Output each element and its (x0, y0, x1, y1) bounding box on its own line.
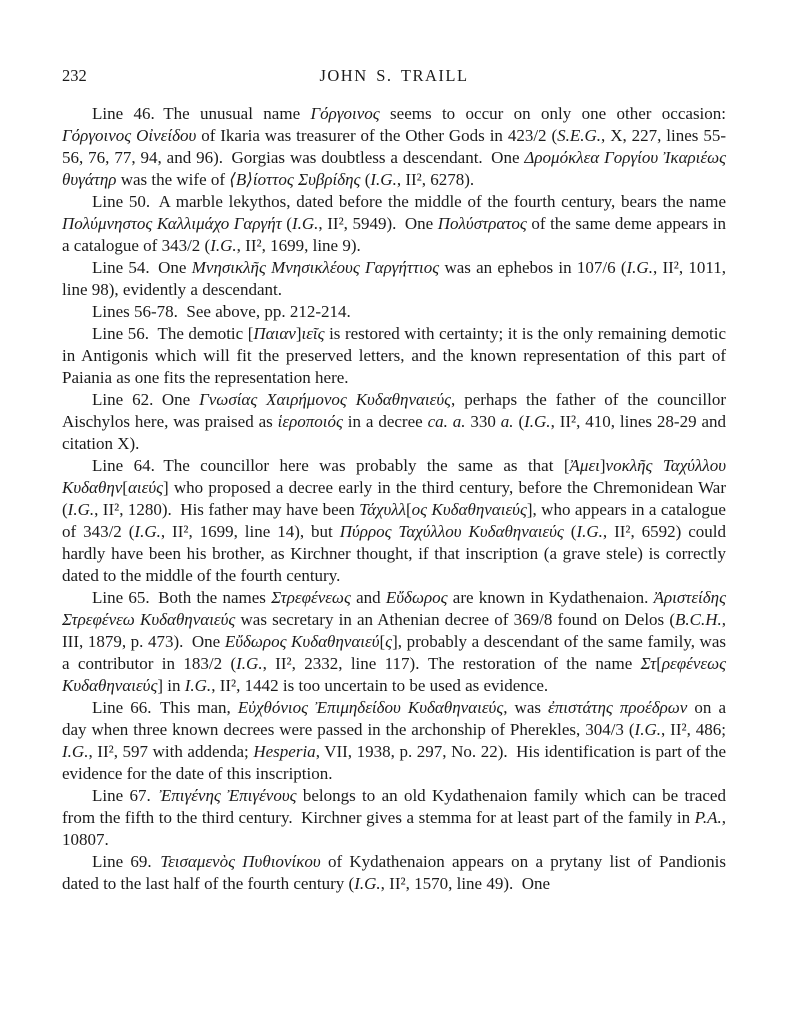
text-run: , II², 597 with addenda; (88, 742, 254, 761)
text-run: of Kydathenaion appears on a prytany list of Pandionis dated to the last half of the fourth century ( (62, 852, 727, 893)
paragraph (62, 257, 726, 301)
text-run: Hesperia (253, 742, 316, 761)
text-run: ] (295, 324, 302, 343)
text-run: belongs to an old Kydathenaion family which can be traced from the fifth to the third century. Kirchner gives a stemma for at least part of the family in (62, 786, 726, 827)
text-run: was the wife of (116, 170, 230, 189)
text-run: seems to occur on only one other occasion: (379, 104, 727, 123)
text-run: , 10807. (62, 808, 726, 849)
text-run: Πολύμνηστος Καλλιμάχο Γαργήτ (62, 214, 282, 233)
text-run: , II², 1442 is too uncertain to be used as evidence. (211, 676, 549, 695)
text-run: , II², 486; (660, 720, 726, 739)
text-run: ἐπιστάτης προέδρων (548, 698, 688, 717)
text-run: Γόργοινος Οἰνείδου (62, 126, 197, 145)
text-run: in a decree (342, 412, 428, 431)
text-run: , II², 6592) could hardly have been his brother, as Kirchner thought, if that inscription (a grave stele) is correctly dated to the middle of the fourth century. (62, 522, 727, 585)
text-run: ca. a. (427, 412, 466, 431)
text-run: ] who proposed a decree early in the third century, before the Chremonidean War ( (62, 478, 726, 519)
text-run: [ (656, 654, 662, 673)
text-run: Line 69. (92, 852, 161, 871)
text-run: , was (503, 698, 549, 717)
paragraph (62, 191, 726, 257)
text-run: Στ (640, 654, 657, 673)
text-run: ἱεροποιός (277, 412, 343, 431)
paragraph (62, 389, 726, 455)
text-run: ος Κυδαθηναιεύς (411, 500, 527, 519)
text-run: , II², 1280). His father may have been (94, 500, 360, 519)
text-run: I.G. (370, 170, 397, 189)
paragraph (62, 587, 726, 697)
text-run: Εὔδωρος (385, 588, 448, 607)
text-run: I.G. (184, 676, 212, 695)
text-run: Lines 56-78. See above, pp. 212-214. (92, 302, 351, 321)
text-run: Ἐπιγένης Ἐπιγένους (159, 786, 297, 805)
text-run: , II², 1699, line 9). (236, 236, 361, 255)
text-run: , X, 227, lines 55-56, 76, 77, 94, and 96). Gorgias was doubtless a descendant. One (62, 126, 726, 167)
text-run: , II², 410, lines 28-29 and citation X). (62, 412, 726, 453)
paragraph (62, 323, 726, 389)
text-run: Εὔδωρος Κυδαθηναιεύ (224, 632, 380, 651)
text-run: Παιαν (253, 324, 296, 343)
text-run: and (350, 588, 386, 607)
text-run: , III, 1879, p. 473). One (62, 610, 726, 651)
text-run: Line 54. One (92, 258, 192, 277)
text-run: ιεῖς (301, 324, 325, 343)
text-run: I.G. (524, 412, 551, 431)
text-run: Line 46. The unusual name (92, 104, 311, 123)
text-run: I.G. (67, 500, 95, 519)
text-run: I.G. (576, 522, 603, 541)
text-run: I.G. (291, 214, 319, 233)
text-run: , II², 6278). (396, 170, 475, 189)
text-run: ( (513, 412, 525, 431)
text-run: Line 65. Both the names (92, 588, 272, 607)
text-run: , II², 1011, line 98), evidently a descendant. (62, 258, 726, 299)
text-run: 330 (465, 412, 501, 431)
page-number: 232 (62, 66, 87, 85)
text-run: ρεφένεως Κυδαθηναιεύς (62, 654, 726, 695)
text-run: P.A. (694, 808, 722, 827)
running-head (62, 66, 726, 86)
text-run: [ (122, 478, 128, 497)
text-run: Line 66. This man, (92, 698, 238, 717)
text-run: I.G. (354, 874, 381, 893)
running-header-author: JOHN S. TRAILL (319, 66, 469, 85)
text-run: are known in Kydathenaion. (447, 588, 654, 607)
text-run: Τάχυλλ (359, 500, 406, 519)
paragraph (62, 455, 726, 587)
text-run: Γνωσίας Χαιρήμονος Κυδαθηναιεύς (199, 390, 452, 409)
text-run: , VII, 1938, p. 297, No. 22). His identification is part of the evidence for the date of this inscription. (62, 742, 726, 783)
text-run: Ἀμει (569, 456, 600, 475)
text-run: Εὐχθόνιος Ἐπιμηδείδου Κυδαθηναιεύς (237, 698, 504, 717)
text-run: Line 67. (92, 786, 160, 805)
text-run: I.G. (634, 720, 661, 739)
text-run: ⟨Β⟩ίοττος Συβρίδης (229, 170, 361, 189)
paragraph (62, 697, 726, 785)
text-run: Μνησικλῆς Μνησικλέους Γαργήττιος (191, 258, 440, 277)
text-run: I.G. (62, 742, 89, 761)
text-run: ς (385, 632, 393, 651)
text-run: Line 50. A marble lekythos, dated before the middle of the fourth century, bears the name (92, 192, 726, 211)
text-run: is restored with certainty; it is the only remaining demotic in Antigonis which will fit the preserved letters, and the known representation of this part of Paiania as one fits the representation here. (62, 324, 726, 387)
text-run: νοκλῆς Ταχύλλου Κυδαθην (62, 456, 727, 497)
text-run: , II², 5949). One (318, 214, 438, 233)
text-run: Ἀριστείδης Στρεφένεω Κυδαθηναιεύς (62, 588, 726, 629)
text-run: a. (500, 412, 514, 431)
paragraph (62, 103, 726, 191)
text-run: Line 64. The councillor here was probably the same as that [ (92, 456, 570, 475)
text-run: B.C.H. (674, 610, 722, 629)
text-run: was an ephebos in 107/6 ( (439, 258, 627, 277)
text-run: ], probably a descendant of the same family, was a contributor in 183/2 ( (62, 632, 726, 673)
text-run: Γόργοινος (310, 104, 380, 123)
text-run: Πύρρος Ταχύλλου Κυδαθηναιεύς (339, 522, 564, 541)
text-run: , perhaps the father of the councillor Aischylos here, was praised as (62, 390, 726, 431)
paragraph (62, 301, 726, 323)
text-run: , II², 1570, line 49). One (380, 874, 551, 893)
text-run: , II², 1699, line 14), but (160, 522, 340, 541)
paragraph (62, 851, 726, 895)
text-run: ( (360, 170, 371, 189)
paragraph (62, 785, 726, 851)
text-run: of the same deme appears in a catalogue of 343/2 ( (62, 214, 726, 255)
text-run: ( (281, 214, 292, 233)
text-run: I.G. (236, 654, 263, 673)
text-run: Line 56. The demotic [ (92, 324, 254, 343)
text-run: ] in (157, 676, 185, 695)
text-run: Στρεφένεως (271, 588, 351, 607)
text-run: Δρομόκλεα Γοργίου Ἰκαριέως θυγάτηρ (62, 148, 726, 189)
text-run: I.G. (210, 236, 237, 255)
text-run: was secretary in an Athenian decree of 369/8 found on Delos ( (235, 610, 675, 629)
text-run: I.G. (134, 522, 161, 541)
text-run: S.E.G. (557, 126, 602, 145)
text-run: ( (563, 522, 577, 541)
text-run: Πολύστρατος (437, 214, 527, 233)
text-run: [ (406, 500, 412, 519)
text-run: [ (379, 632, 386, 651)
text-run: αιεύς (127, 478, 164, 497)
text-run: , II², 2332, line 117). The restoration of the name (262, 654, 641, 673)
text-run: ] (599, 456, 606, 475)
page-body (62, 103, 726, 895)
text-run: Line 62. One (92, 390, 200, 409)
text-run: of Ikaria was treasurer of the Other Gods in 423/2 ( (196, 126, 558, 145)
text-run: I.G. (626, 258, 653, 277)
text-run: on a day when three known decrees were passed in the archonship of Pherekles, 304/3 ( (62, 698, 726, 739)
text-run: ], who appears in a catalogue of 343/2 ( (62, 500, 726, 541)
text-run: Τεισαμενὸς Πυθιονίκου (160, 852, 321, 871)
